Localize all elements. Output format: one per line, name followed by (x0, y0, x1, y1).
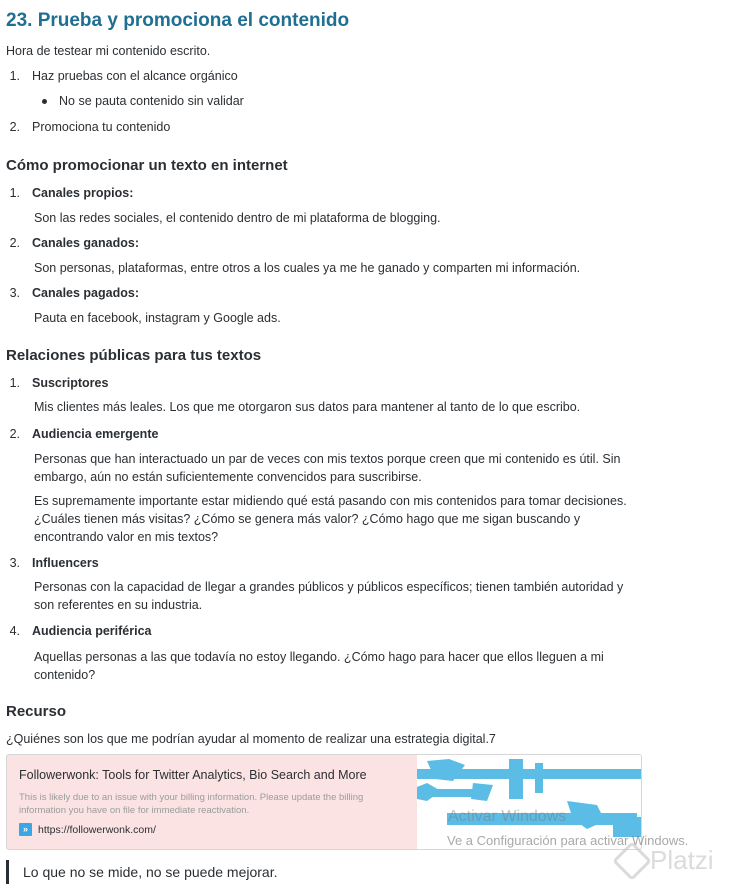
list-item-text: Personas con la capacidad de llegar a grandes públicos y públicos específicos; tienen también autoridad y son referentes en su industria. (34, 580, 624, 612)
list-item-label: Canales ganados: (32, 236, 139, 250)
list-item-text: Aquellas personas a las que todavía no estoy llegando. ¿Cómo hago para hacer que ellos lleguen a mi contenido? (34, 650, 604, 682)
list-item-label: Suscriptores (32, 376, 109, 390)
list-item-text: Es supremamente importante estar midiendo qué está pasando con mis contenidos para tomar decisiones. ¿Cuáles tienen más visitas? ¿Cómo se genera más valor? ¿Cómo hago que me sigan buscando y encontrando valor en mis textos? (34, 494, 627, 544)
resource-question: ¿Quiénes son los que me podrían ayudar al momento de realizar una estrategia digital.7 (6, 732, 496, 746)
bullet-icon (42, 99, 47, 104)
list-item-label: Canales propios: (32, 186, 134, 200)
list-item: Haz pruebas con el alcance orgánico (32, 69, 238, 83)
link-icon: » (19, 823, 32, 836)
list-item-text: Son personas, plataformas, entre otros a los cuales ya me he ganado y comparten mi información. (34, 261, 581, 275)
windows-watermark-title: Activar Windows (448, 808, 567, 825)
list-item-text: Son las redes sociales, el contenido dentro de mi plataforma de blogging. (34, 211, 441, 225)
list-number: 3. (9, 556, 20, 570)
list-item: Promociona tu contenido (32, 120, 171, 134)
section-heading-pr: Relaciones públicas para tus textos (6, 347, 262, 364)
list-number: 1. (9, 376, 20, 390)
caliper-jaw (509, 759, 523, 799)
list-number: 2. (9, 236, 20, 250)
list-item-label: Influencers (32, 556, 99, 570)
list-item-text: Pauta en facebook, instagram y Google ads. (34, 311, 281, 325)
intro-text: Hora de testear mi contenido escrito. (6, 44, 211, 58)
list-number: 3. (9, 286, 20, 300)
card-link[interactable] (19, 823, 156, 836)
list-item-text: Mis clientes más leales. Los que me otorgaron sus datos para mantener al tanto de lo que escribo. (34, 400, 581, 414)
list-number: 4. (9, 624, 20, 638)
caliper-jaw (535, 763, 543, 793)
list-number: 2. (9, 427, 20, 441)
card-title: Followerwonk: Tools for Twitter Analytics, Bio Search and More (19, 768, 367, 782)
section-heading-promote: Cómo promocionar un texto en internet (6, 157, 288, 174)
list-number: 1. (9, 186, 20, 200)
card-url[interactable]: https://followerwonk.com/ (38, 823, 156, 836)
blockquote: Lo que no se mide, no se puede mejorar. (6, 860, 278, 884)
wrench-head (417, 783, 441, 801)
sub-list-item: No se pauta contenido sin validar (59, 94, 244, 108)
page-title: 23. Prueba y promociona el contenido (6, 10, 350, 31)
list-number: 1. (9, 69, 20, 83)
list-item-label: Audiencia periférica (32, 624, 152, 638)
platzi-logo-icon (612, 841, 652, 881)
list-item-label: Canales pagados: (32, 286, 139, 300)
list-item-label: Audiencia emergente (32, 427, 159, 441)
section-heading-resource: Recurso (6, 703, 67, 720)
wrench-jaw (471, 783, 493, 801)
list-number: 2. (9, 120, 20, 134)
card-description: This is likely due to an issue with your billing information. Please update the billing information you have on file for immediate reactivation. (19, 792, 364, 816)
windows-watermark-text: Ve a Configuración para activar Windows. (447, 833, 689, 848)
platzi-watermark (618, 845, 714, 876)
list-item-text: Personas que han interactuado un par de veces con mis textos porque creen que mi contenido es útil. Sin embargo, aún no están suficientemente convencidos para suscribirse. (34, 452, 621, 484)
platzi-brand: Platzi (650, 845, 714, 875)
